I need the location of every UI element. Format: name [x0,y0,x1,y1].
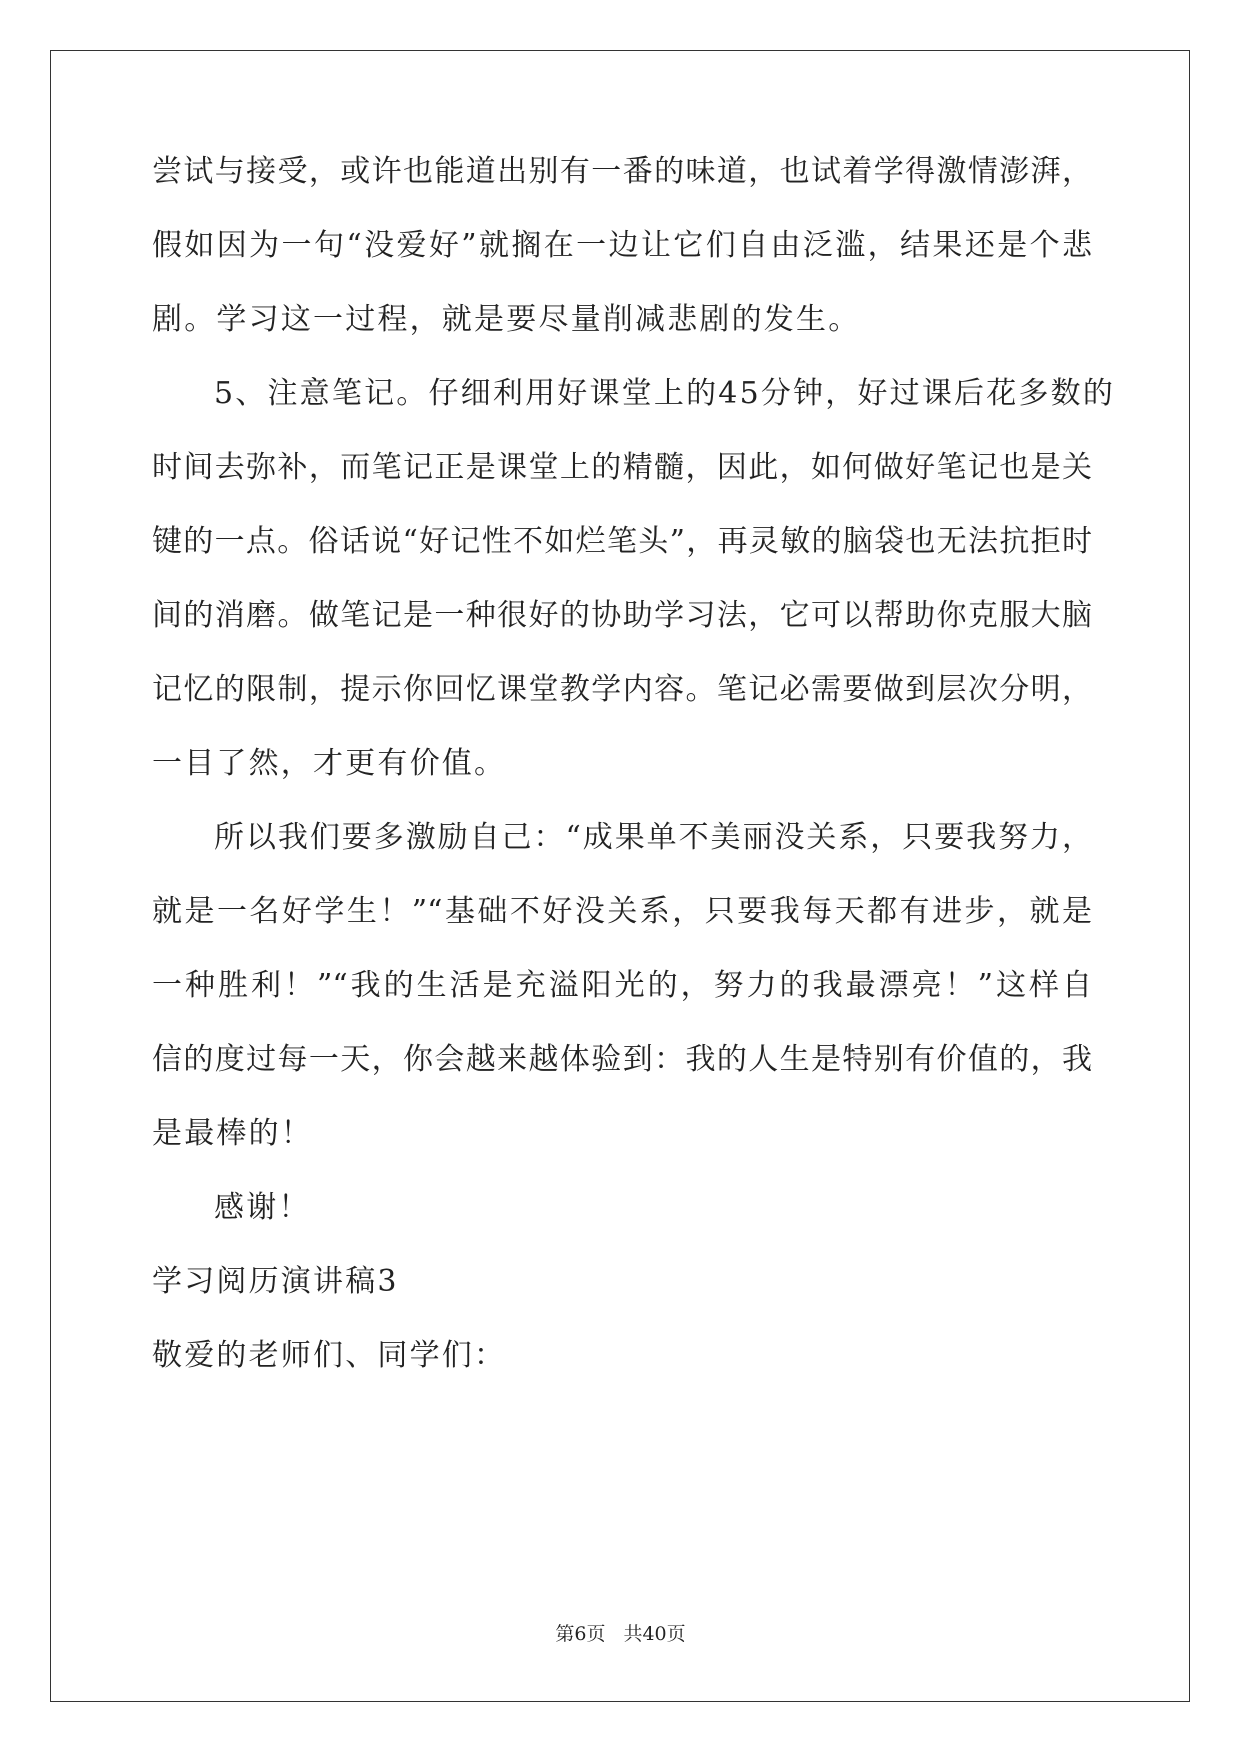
body-line-5: 时间去弥补，而笔记正是课堂上的精髓，因此，如何做好笔记也是关 [152,450,1092,485]
body-line-6: 键的一点。俗话说“好记性不如烂笔头”，再灵敏的脑袋也无法抗拒时 [152,524,1092,559]
page-total: 共40页 [623,1623,686,1645]
body-line-4: 5、注意笔记。仔细利用好课堂上的45分钟，好过课后花多数的 [214,376,1116,411]
body-line-8: 记忆的限制，提示你回忆课堂教学内容。笔记必需要做到层次分明， [152,672,1092,707]
body-line-3: 剧。学习这一过程，就是要尽量削减悲剧的发生。 [152,302,861,337]
body-line-13: 信的度过每一天，你会越来越体验到：我的人生是特别有价值的，我 [152,1042,1092,1077]
salutation: 敬爱的老师们、同学们： [152,1338,507,1373]
section-title: 学习阅历演讲稿3 [152,1264,399,1299]
body-line-2: 假如因为一句“没爱好”就搁在一边让它们自由泛滥，结果还是个悲 [152,228,1092,263]
page-border [50,50,1190,1702]
body-line-14: 是最棒的！ [152,1116,313,1151]
page-number: 第6页 [555,1623,606,1645]
body-line-10: 所以我们要多激励自己：“成果单不美丽没关系，只要我努力， [214,820,1092,855]
body-line-1: 尝试与接受，或许也能道出别有一番的味道，也试着学得激情澎湃， [152,154,1092,189]
body-line-9: 一目了然，才更有价值。 [152,746,507,781]
body-line-15: 感谢！ [214,1190,311,1225]
page-footer [0,1622,1241,1646]
body-line-7: 间的消磨。做笔记是一种很好的协助学习法，它可以帮助你克服大脑 [152,598,1092,633]
body-line-11: 就是一名好学生！”“基础不好没关系，只要我每天都有进步，就是 [152,894,1092,929]
body-line-12: 一种胜利！”“我的生活是充溢阳光的，努力的我最漂亮！”这样自 [152,968,1092,1003]
